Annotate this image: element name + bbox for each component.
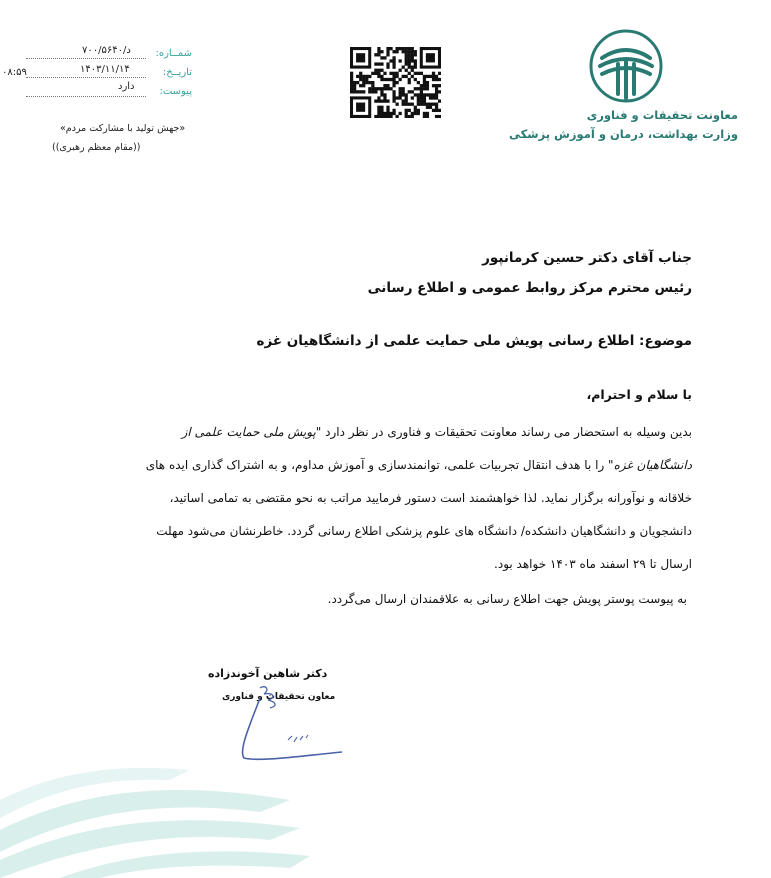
- handwritten-signature: [230, 680, 350, 770]
- slogan-source: ((مقام معظم رهبری)): [52, 142, 141, 153]
- body-line-1a: بدین وسیله به استحضار می رساند معاونت تحقیقات و فناوری در نظر دارد ": [315, 425, 692, 439]
- slogan: «جهش تولید با مشارکت مردم»: [60, 123, 186, 134]
- date-label: تاریــخ:: [162, 67, 192, 78]
- letter-subject: موضوع: اطلاع رسانی پویش ملی حمایت علمی از دانشگاهیان غزه: [256, 333, 692, 349]
- greeting: با سلام و احترام،: [586, 387, 692, 402]
- letter-time: ۰۸:۵۹: [2, 67, 27, 78]
- body-line-2: [146, 458, 692, 472]
- body-line-4: دانشجویان و دانشگاهیان دانشکده/ دانشگاه های علوم پزشکی اطلاع رسانی گردد. خاطرنشان می‌شود مهلت: [156, 524, 692, 538]
- signatory-title: معاون تحقیقات و فناوری: [222, 692, 336, 702]
- number-label: شمــاره:: [155, 48, 192, 59]
- campaign-name-part1: پویش ملی حمایت علمی از: [181, 425, 316, 439]
- ministry-name: وزارت بهداشت، درمان و آموزش پزشکی: [508, 127, 738, 141]
- signatory-name: دکتر شاهین آخوندزاده: [208, 667, 328, 680]
- attachment-label: پیوست:: [159, 86, 192, 97]
- body-line-2b: " را با هدف انتقال تجربیات علمی، توانمندسازی و آموزش مداوم، و به اشتراک گذاری ایده های: [145, 458, 614, 472]
- body-line-6: به پیوست پوستر پویش جهت اطلاع رسانی به علاقمندان ارسال می‌گردد.: [327, 592, 687, 606]
- campaign-name-part2: دانشگاهیان غزه: [613, 458, 692, 472]
- recipient-title: رئیس محترم مرکز روابط عمومی و اطلاع رسانی: [367, 280, 692, 296]
- letter-date: ۱۴۰۳/۱۱/۱۴: [80, 64, 130, 75]
- attachment-value: دارد: [118, 81, 135, 92]
- ministry-tree-logo: [588, 28, 664, 104]
- letter-meta: [2, 45, 192, 108]
- body-line-3: خلاقانه و نوآورانه برگزار نماید. لذا خواهشمند است دستور فرمایید مراتب به نحو مقتضی به تمامی اساتید،: [169, 491, 692, 505]
- body-line-5: ارسال تا ۲۹ اسفند ماه ۱۴۰۳ خواهد بود.: [494, 557, 692, 571]
- qr-code: [350, 47, 441, 118]
- body-line-1: [182, 425, 692, 439]
- decorative-swoosh: [0, 760, 330, 878]
- letter-number: د/۷۰۰/۵۶۴۰: [82, 45, 131, 56]
- recipient-name: جناب آقای دکتر حسین کرمانپور: [482, 250, 692, 266]
- org-name: معاونت تحقیقات و فناوری: [586, 108, 738, 122]
